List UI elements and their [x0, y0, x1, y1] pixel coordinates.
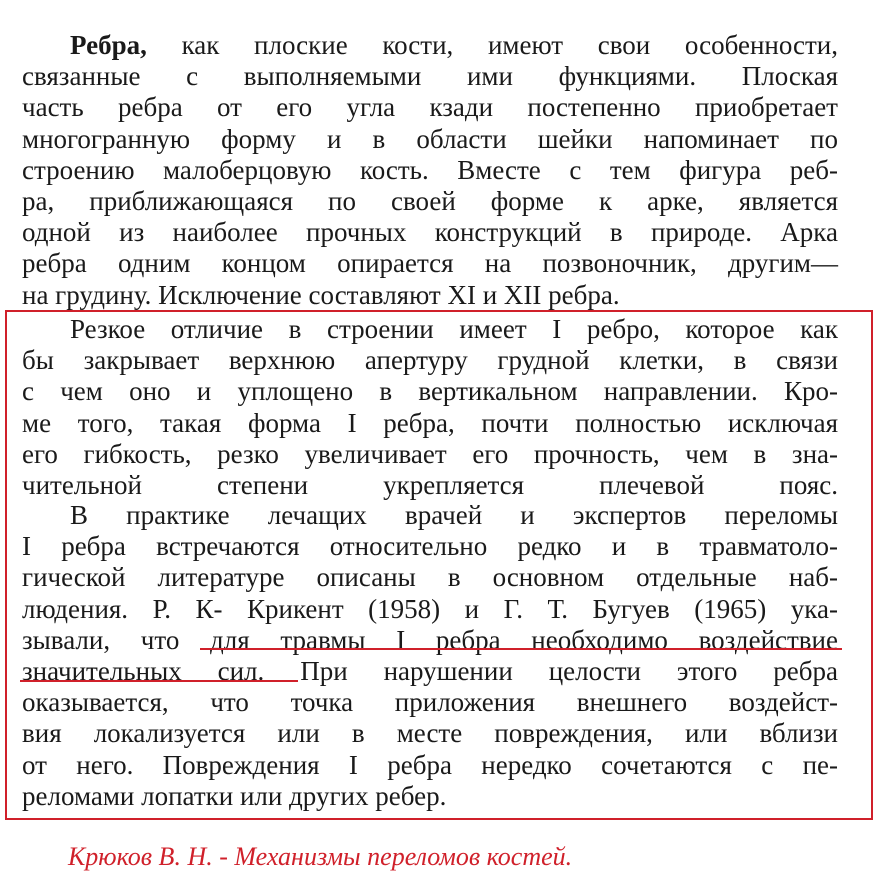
- text-line: одной из наиболее прочных конструкций в природе. Арка: [22, 217, 838, 248]
- source-caption: Крюков В. Н. - Механизмы переломов костей.: [68, 842, 573, 871]
- text-line: людения. Р. К- Крикент (1958) и Г. Т. Бугуев (1965) ука-: [22, 593, 838, 624]
- paragraph-lead-term: Ребра,: [70, 30, 147, 60]
- text-line: связанные с выполняемыми ими функциями. Плоская: [22, 61, 838, 92]
- text-line: значительных сил. При нарушении целости этого ребра: [22, 655, 838, 686]
- text-line: I ребра встречаются относительно редко и в травматоло-: [22, 531, 838, 562]
- text-line: вия локализуется или в месте повреждения, или вблизи: [22, 718, 838, 749]
- text-line: строению малоберцовую кость. Вместе с тем фигура реб-: [22, 154, 838, 185]
- text-line: гической литературе описаны в основном отдельные наб-: [22, 562, 838, 593]
- red-underline: [20, 680, 298, 682]
- text-line: Резкое отличие в строении имеет I ребро, которое как: [70, 314, 838, 344]
- text-line: ме того, такая форма I ребра, почти полностью исключая: [22, 407, 838, 438]
- paragraph-ribs-intro: [22, 30, 838, 311]
- red-underline: [200, 648, 842, 650]
- text-line: реломами лопатки или других ребер.: [22, 780, 447, 811]
- text-line: от него. Повреждения I ребра нередко сочетаются с пе-: [22, 749, 838, 780]
- text-line: ра, приближающаяся по своей форме к арке, является: [22, 185, 838, 216]
- text-line: ребра одним концом опирается на позвоночник, другим—: [22, 248, 838, 279]
- text-line: оказывается, что точка приложения внешнего воздейст-: [22, 687, 838, 718]
- text-line: многогранную форму и в области шейки напоминает по: [22, 123, 838, 154]
- text-line: В практике лечащих врачей и экспертов переломы: [70, 500, 838, 530]
- text-line: на грудину. Исключение составляют XI и XII ребра.: [22, 279, 620, 310]
- paragraph-first-rib-shape: [22, 314, 838, 501]
- text-line: Ребра, как плоские кости, имеют свои особенности,: [70, 30, 838, 60]
- text-line: бы закрывает верхнюю апертуру грудной клетки, в связи: [22, 345, 838, 376]
- text-line: с чем оно и уплощено в вертикальном направлении. Кро-: [22, 376, 838, 407]
- text-line: зывали, что для травмы I ребра необходимо воздействие: [22, 624, 838, 655]
- text-line: его гибкость, резко увеличивает его прочность, чем в зна-: [22, 438, 838, 469]
- text-line: чительной степени укрепляется плечевой пояс.: [22, 469, 838, 500]
- paragraph-first-rib-fractures: [22, 500, 838, 812]
- text-line: часть ребра от его угла кзади постепенно приобретает: [22, 92, 838, 123]
